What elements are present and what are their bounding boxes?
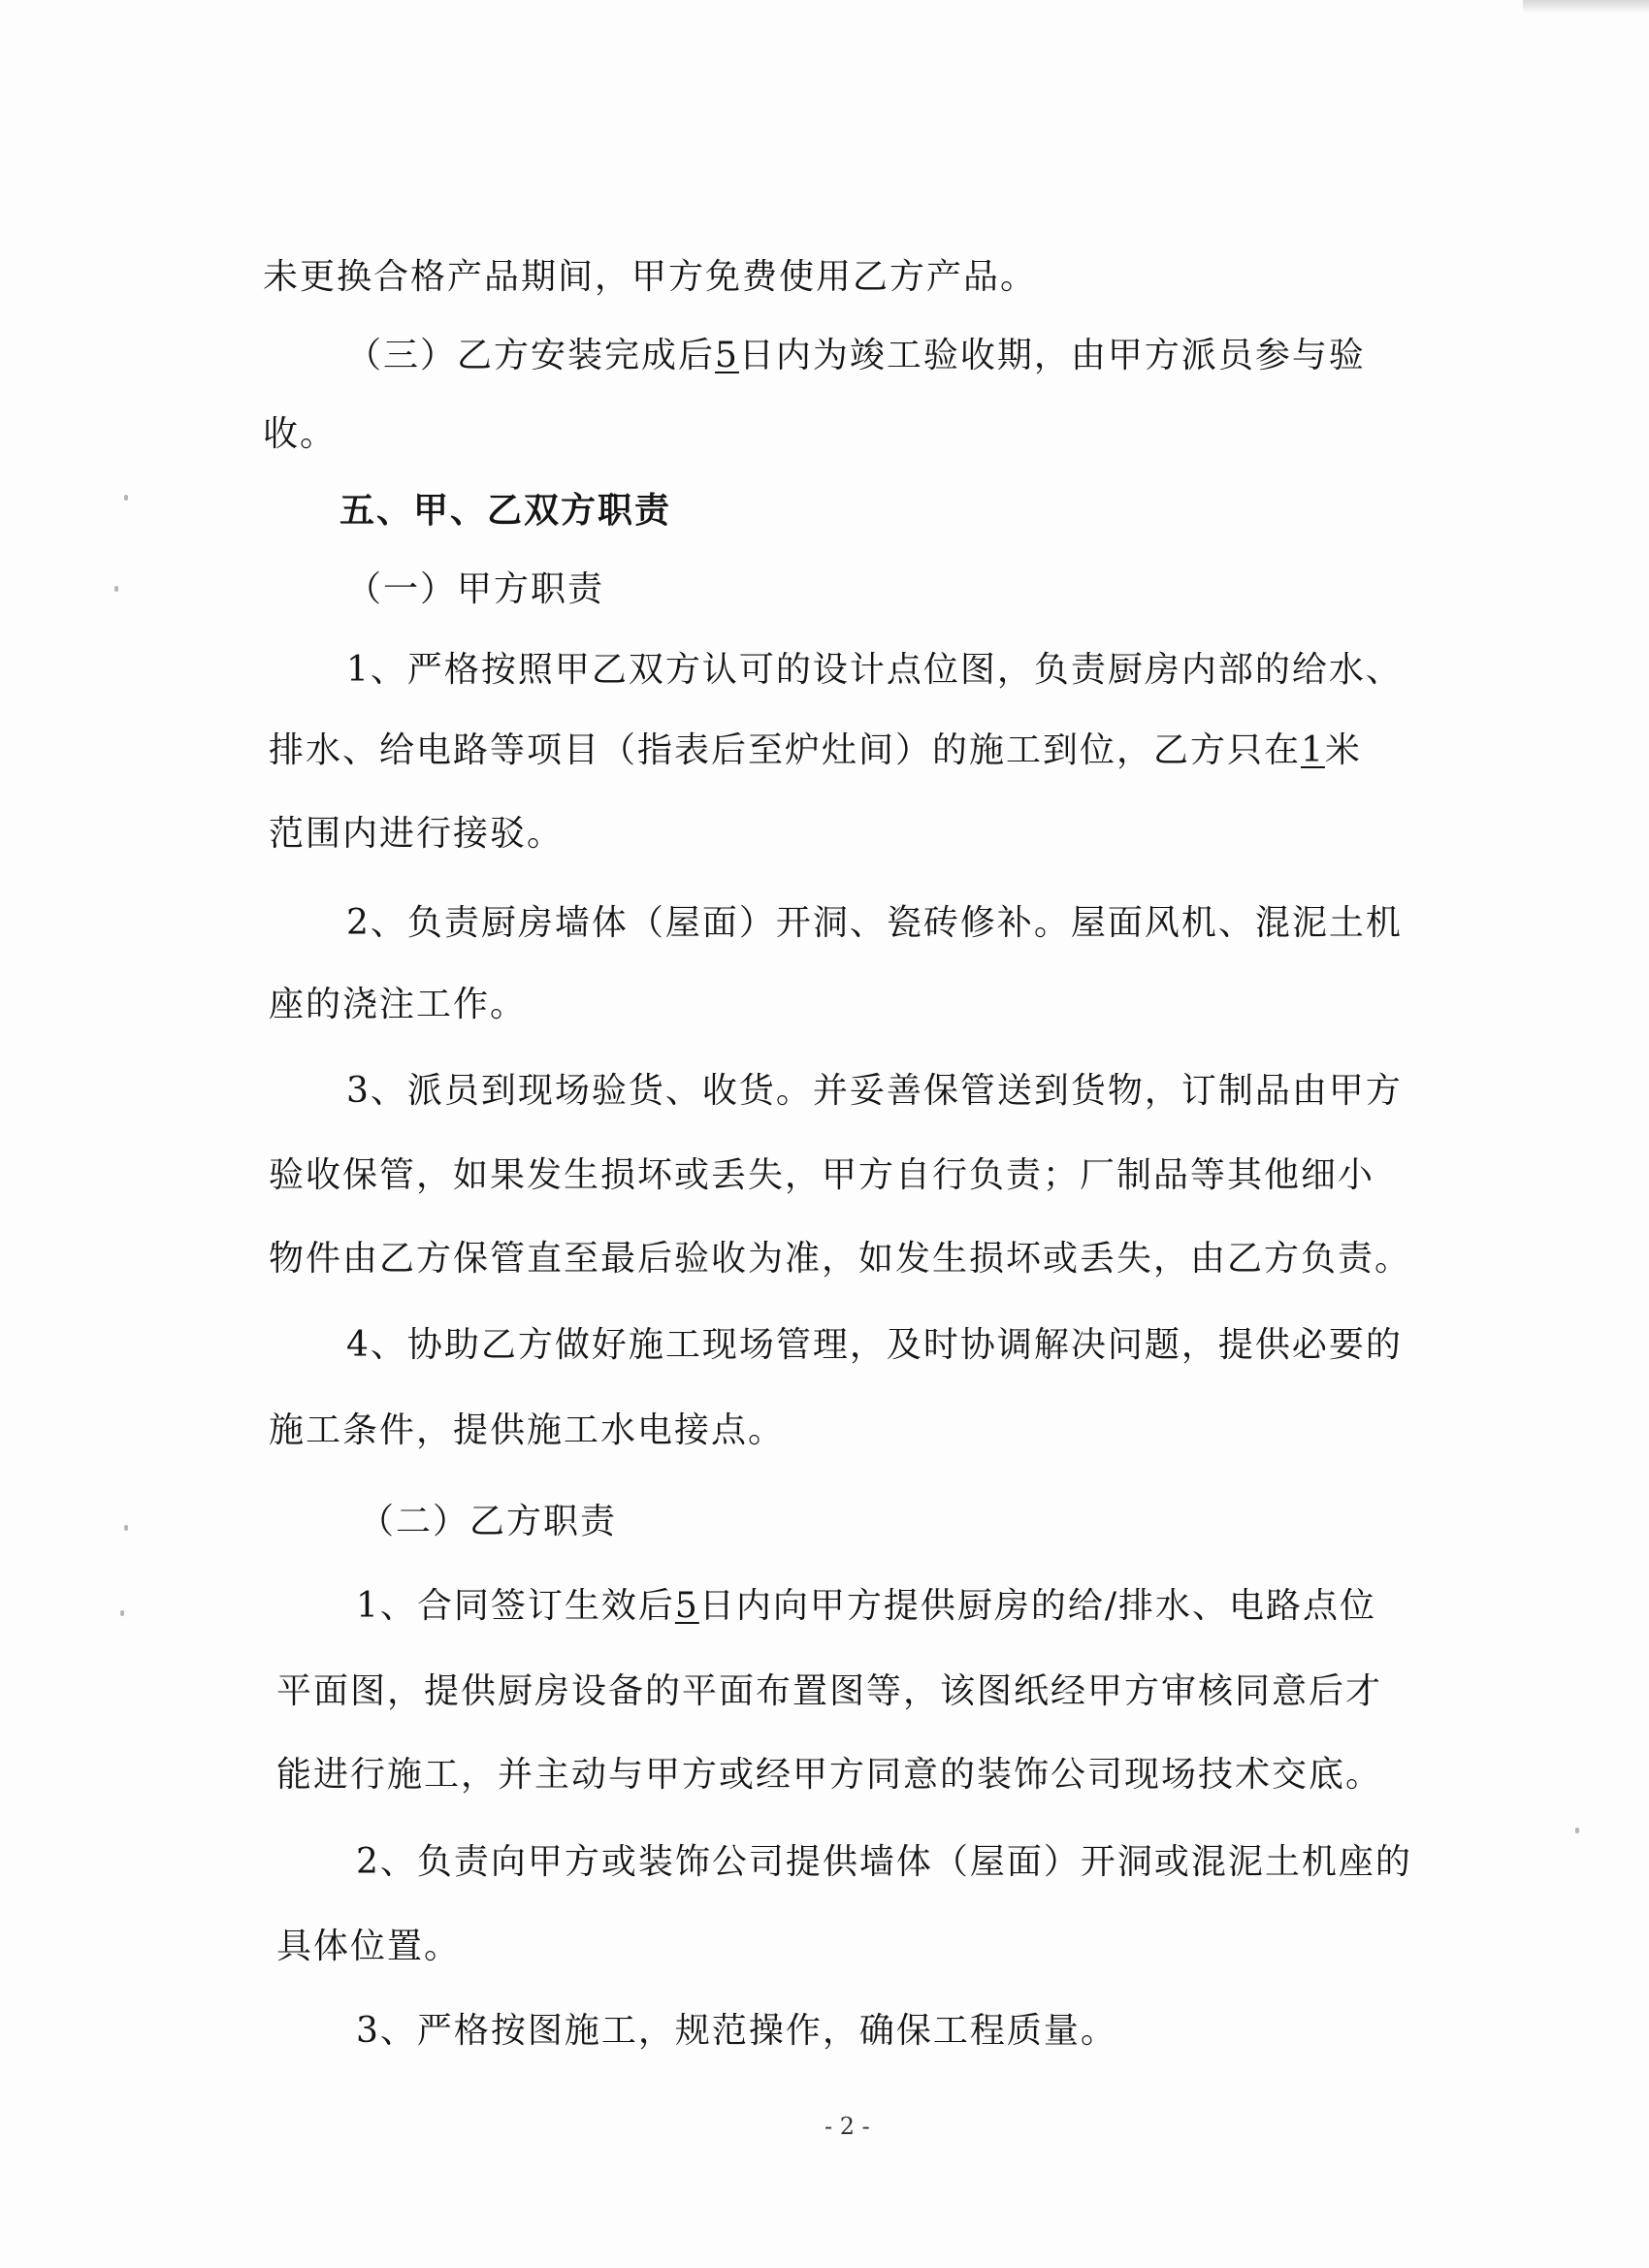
text-run: 2、负责厨房墙体（屋面）开洞、瓷砖修补。屋面风机、混泥土机 [346, 903, 1403, 943]
text-run: 收。 [263, 414, 338, 454]
body-text-line [269, 1236, 1411, 1282]
text-run: 米 [1324, 730, 1362, 770]
text-run: 1、严格按照甲乙双方认可的设计点位图，负责厨房内部的给水、 [346, 650, 1403, 690]
body-text-line [356, 2008, 1117, 2055]
text-run: 能进行施工，并主动与甲方或经甲方同意的装饰公司现场技术交底。 [276, 1755, 1383, 1795]
scan-speck [124, 495, 128, 501]
body-text-line [346, 333, 1366, 379]
body-text-line [269, 811, 564, 858]
scan-speck [114, 586, 118, 592]
text-run: 4、协助乙方做好施工现场管理，及时协调解决问题，提供必要的 [346, 1325, 1403, 1365]
body-text-line [276, 1669, 1382, 1715]
scan-speck [1575, 1828, 1579, 1833]
scan-speck [124, 1525, 128, 1531]
body-text-line [276, 1752, 1382, 1798]
body-text-line [269, 1152, 1374, 1199]
body-text-line [346, 647, 1403, 694]
subsection-heading [346, 567, 604, 613]
text-run: （三）乙方安装完成后 [346, 336, 716, 375]
text-run: 2、负责向甲方或装饰公司提供墙体（屋面）开洞或混泥土机座的 [356, 1842, 1412, 1882]
text-run: 日内向甲方提供厨房的给/排水、电路点位 [698, 1586, 1376, 1626]
body-text-line [263, 411, 337, 458]
text-run: 未更换合格产品期间，甲方免费使用乙方产品。 [263, 257, 1038, 297]
text-run: 排水、给电路等项目（指表后至炉灶间）的施工到位，乙方只在 [269, 730, 1302, 770]
body-text-line [346, 900, 1403, 947]
text-run: 具体位置。 [276, 1927, 462, 1966]
body-text-line [269, 1408, 785, 1454]
body-text-line [346, 1322, 1403, 1369]
text-run: 平面图，提供厨房设备的平面布置图等，该图纸经甲方审核同意后才 [276, 1671, 1383, 1711]
text-run: 验收保管，如果发生损坏或丢失，甲方自行负责；厂制品等其他细小 [269, 1155, 1375, 1195]
text-run: （一）甲方职责 [346, 569, 605, 609]
page-number: - 2 - [824, 2113, 870, 2140]
text-run: 物件由乙方保管直至最后验收为准，如发生损坏或丢失，由乙方负责。 [269, 1239, 1412, 1279]
body-text-line [263, 254, 1037, 301]
body-text-line [269, 982, 527, 1028]
filled-blank-value: 5 [674, 1586, 699, 1626]
text-run: 3、严格按图施工，规范操作，确保工程质量。 [356, 2011, 1117, 2051]
subsection-heading [359, 1499, 617, 1545]
body-text-line [346, 1068, 1403, 1115]
scan-speck [120, 1610, 124, 1616]
text-run: 3、派员到现场验货、收货。并妥善保管送到货物，订制品由甲方 [346, 1071, 1403, 1111]
text-run: 范围内进行接驳。 [269, 814, 565, 854]
scan-edge-shadow [1523, 0, 1649, 14]
body-text-line [269, 728, 1362, 774]
body-text-line [276, 1924, 461, 1970]
text-run: 施工条件，提供施工水电接点。 [269, 1410, 786, 1450]
body-text-line [356, 1839, 1412, 1886]
filled-blank-value: 1 [1301, 730, 1325, 770]
text-run: 日内为竣工验收期，由甲方派员参与验 [738, 336, 1366, 375]
text-run: 五、甲、乙双方职责 [340, 491, 672, 531]
body-text-line [356, 1583, 1376, 1630]
text-run: （二）乙方职责 [359, 1502, 618, 1541]
section-heading [340, 488, 671, 535]
text-run: 1、合同签订生效后 [356, 1586, 675, 1626]
text-run: 座的浇注工作。 [269, 985, 528, 1024]
filled-blank-value: 5 [715, 336, 739, 375]
